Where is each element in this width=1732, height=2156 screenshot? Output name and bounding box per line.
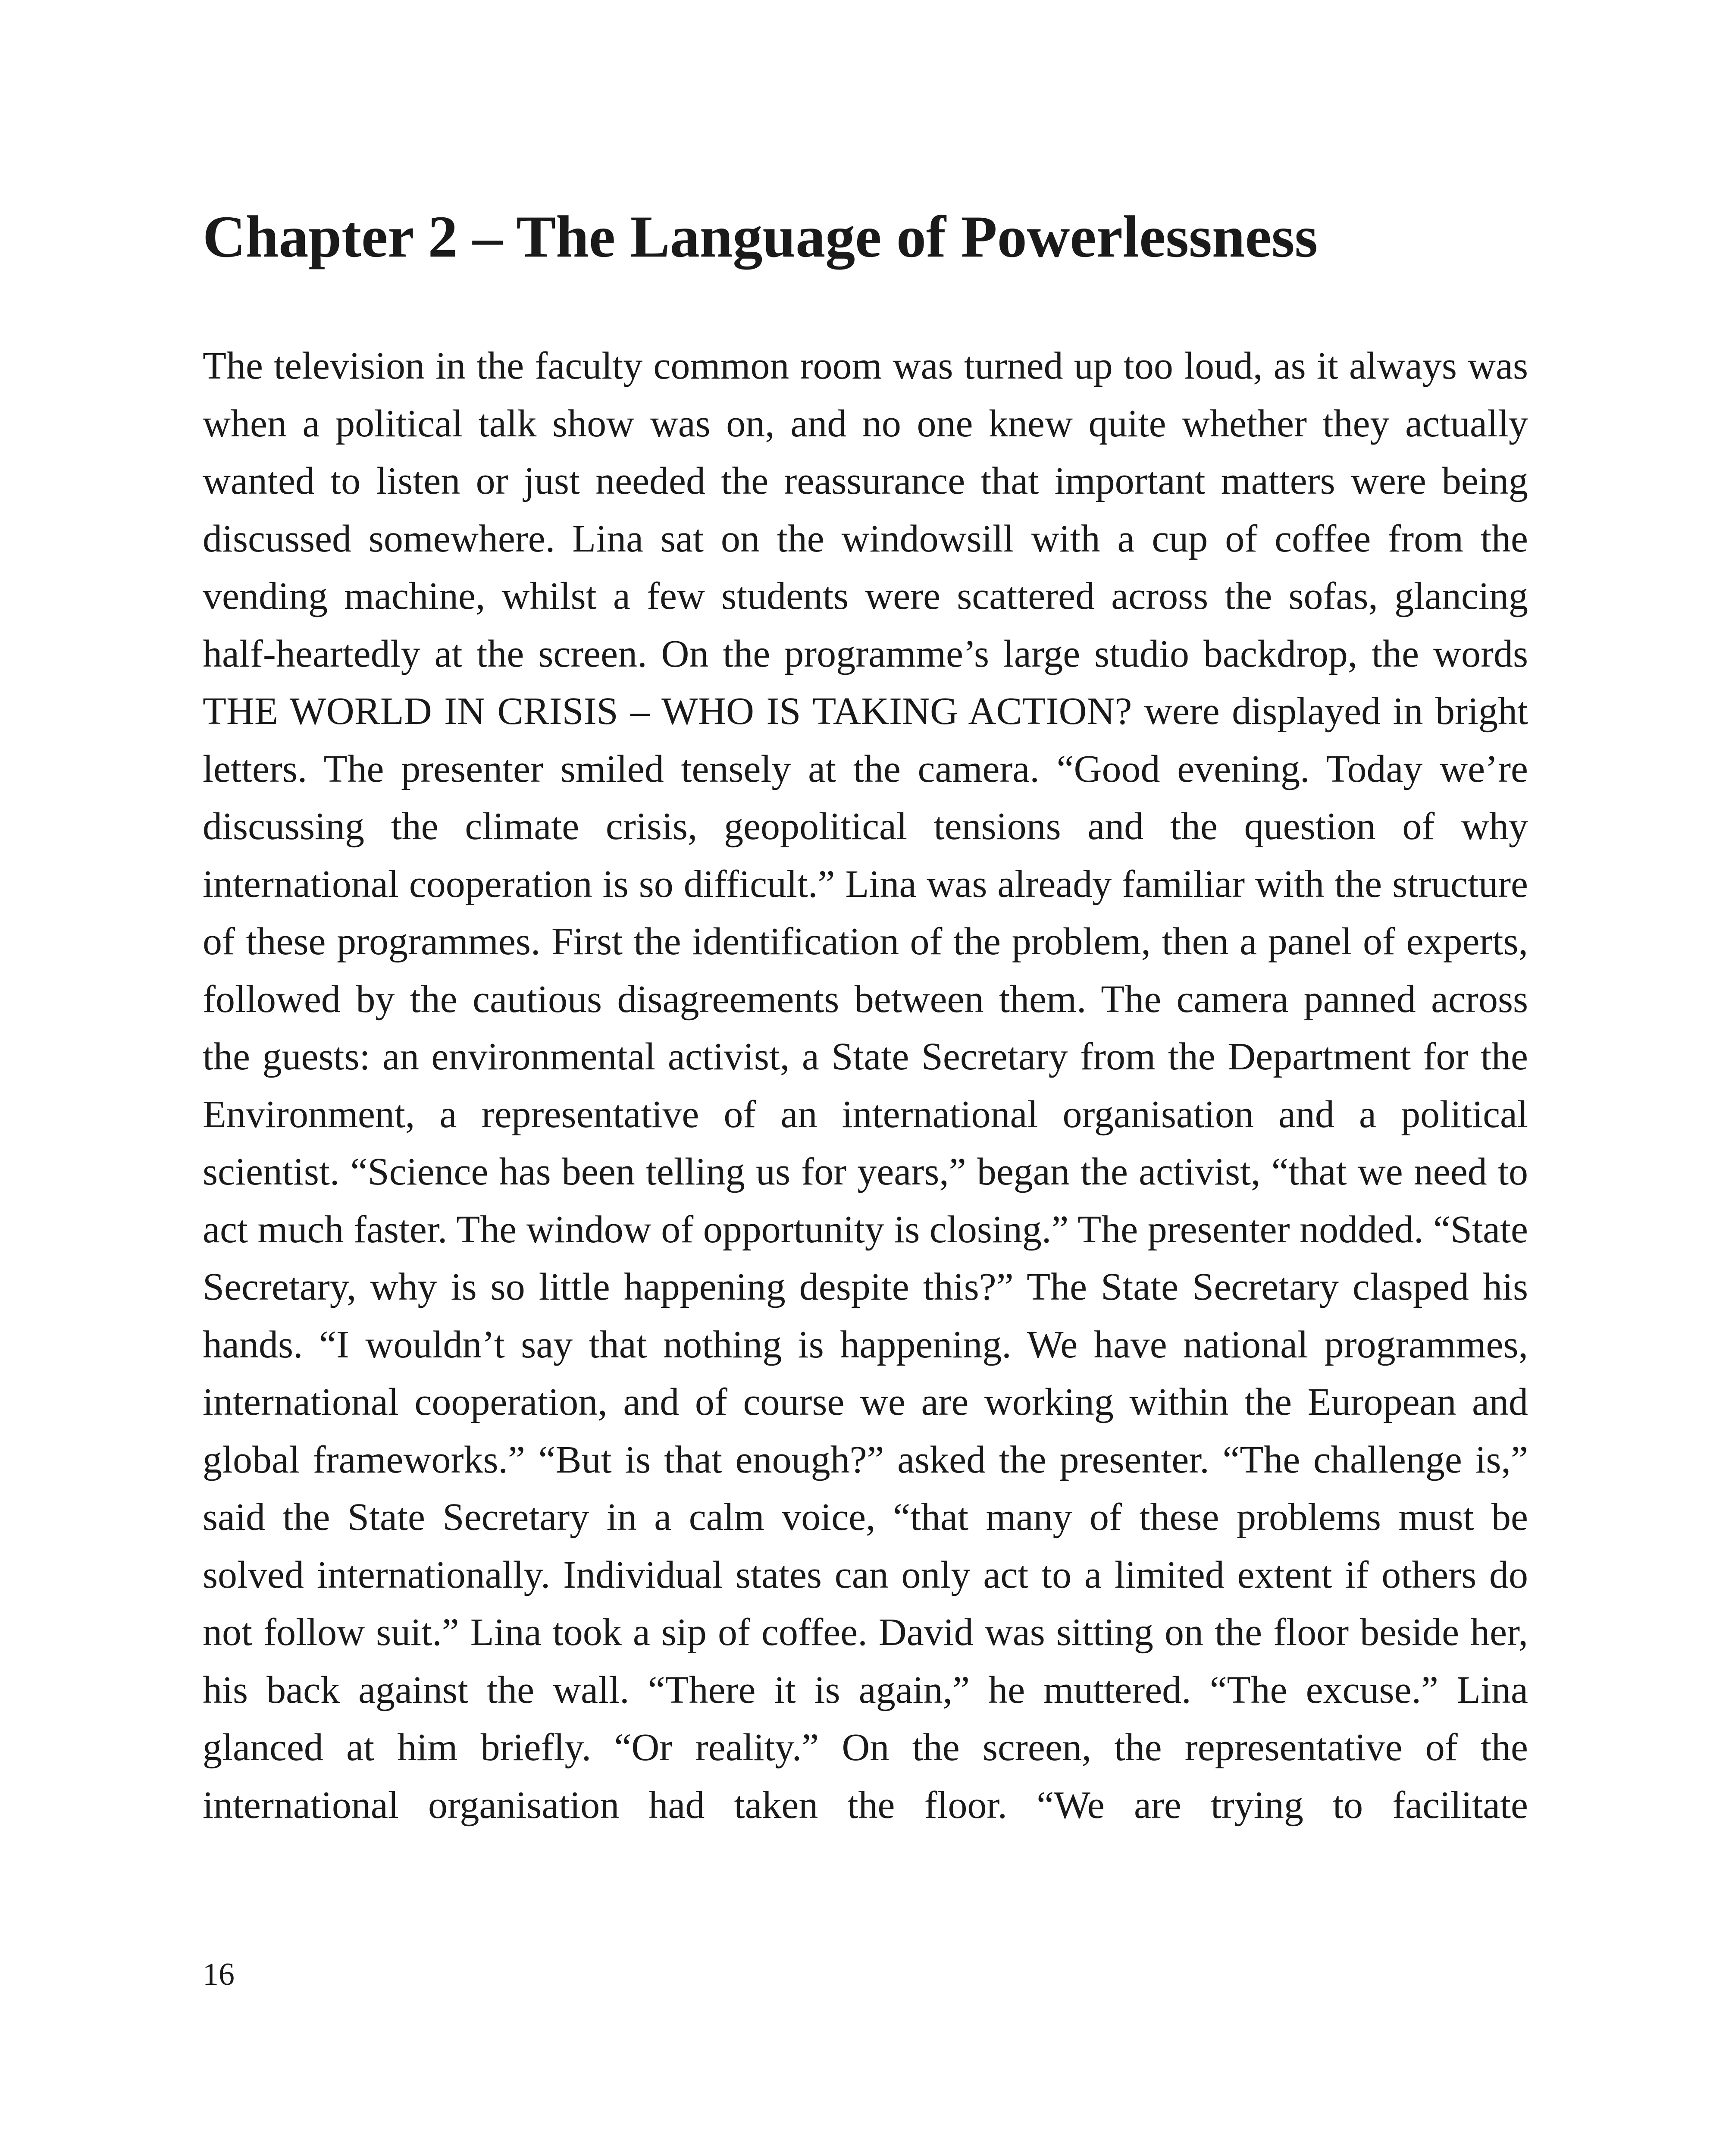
page-number: 16 <box>203 1957 235 1992</box>
body-paragraph: The television in the faculty common room was turned up too loud, as it always was when a political talk show was on, and no one knew quite whether they actually wanted to listen or just needed the reassurance that important matters were being discussed somewhere. Lina sat on the windowsill with a cup of coffee from the vending machine, whilst a few students were scattered across the sofas, glancing half-heartedly at the screen. On the programme’s large studio backdrop, the words THE WORLD IN CRISIS – WHO IS TAKING ACTION? were displayed in bright letters. The presenter smiled tensely at the camera. “Good evening. Today we’re discussing the climate crisis, geopolitical tensions and the question of why international cooperation is so difficult.” Lina was already familiar with the structure of these programmes. First the identification of the problem, then a panel of experts, followed by the cautious disagreements between them. The camera panned across the guests: an environmental activist, a State Secretary from the Department for the Environment, a representative of an international organisation and a political scientist. “Science has been telling us for years,” began the activist, “that we need to act much faster. The window of opportunity is closing.” The presenter nodded. “State Secretary, why is so little happening despite this?” The State Secretary clasped his hands. “I wouldn’t say that nothing is happening. We have national programmes, international cooperation, and of course we are working within the European and global frameworks.” “But is that enough?” asked the presenter. “The challenge is,” said the State Secretary in a calm voice, “that many of these problems must be solved internationally. Individual states can only act to a limited extent if others do not follow suit.” Lina took a sip of coffee. David was sitting on the floor beside her, his back against the wall. “There it is again,” he muttered. “The excuse.” Lina glanced at him briefly. “Or reality.” On the screen, the representative of the international organisation had taken the floor. “We are trying to facilitate <box>203 345 1528 1827</box>
chapter-title: Chapter 2 – The Language of Powerlessness <box>203 204 1318 270</box>
